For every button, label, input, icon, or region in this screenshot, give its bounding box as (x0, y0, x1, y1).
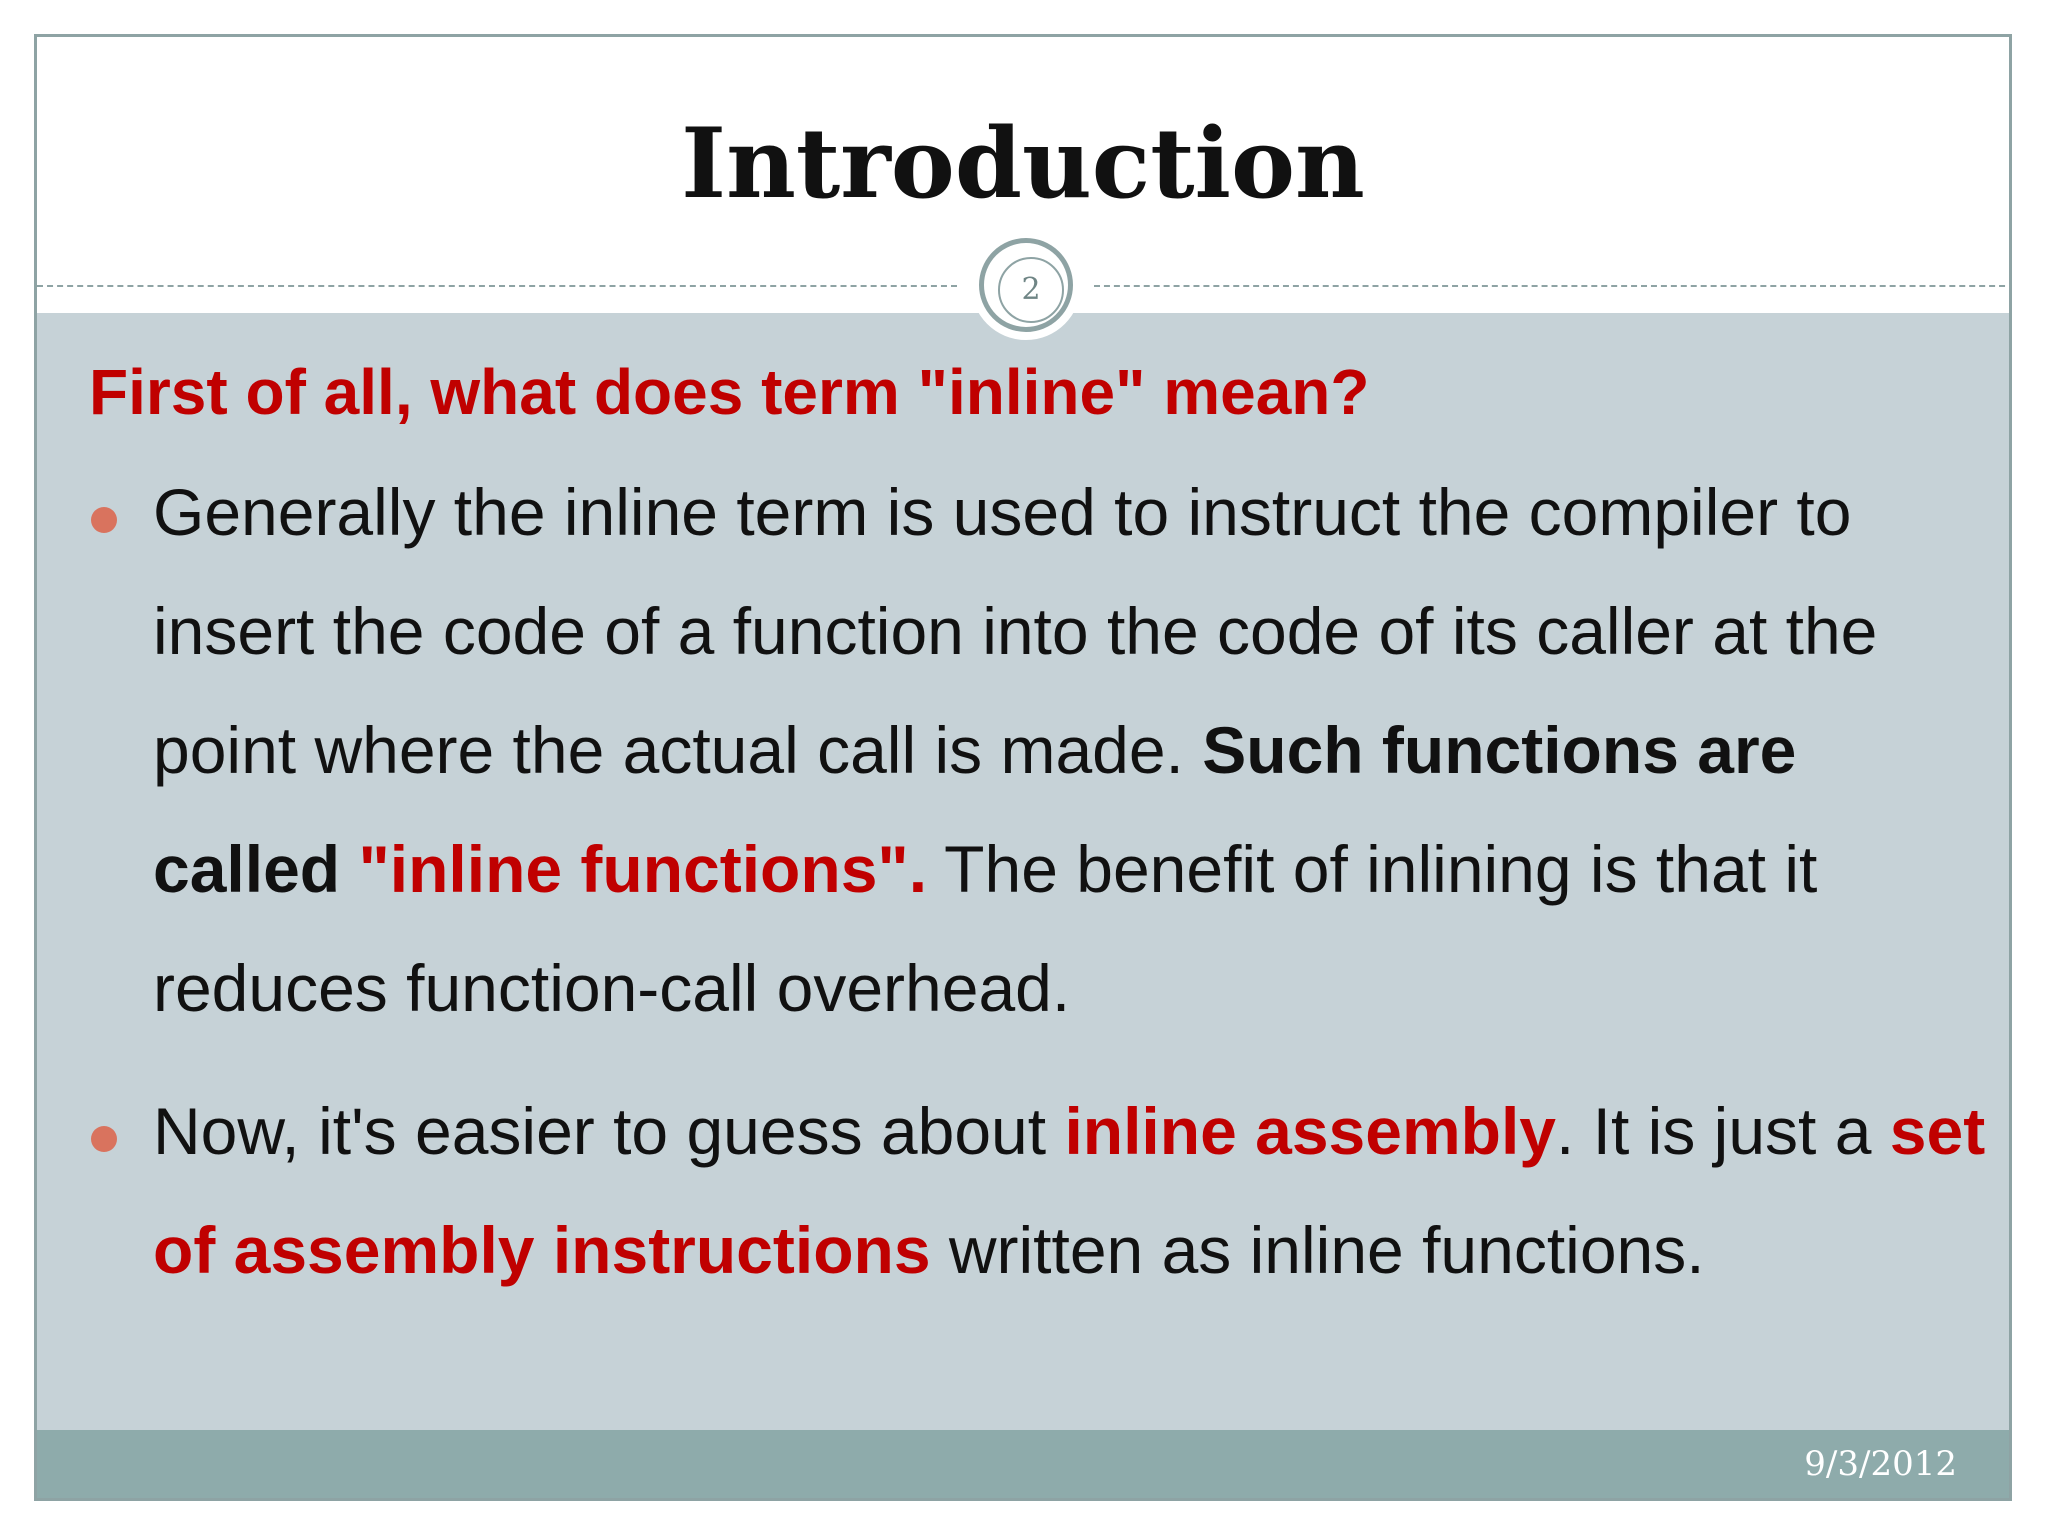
bullet-1-text-end: The benefit of inlining is that it reduces function-call overhead. (153, 832, 1818, 1025)
title-divider-left (37, 285, 957, 287)
slide-subheading: First of all, what does term "inline" mean? (89, 356, 1370, 428)
page-number-badge (971, 230, 1081, 340)
bullet-1-text: Generally the inline term is used to instruct the compiler to insert the code of a function into the code of its caller at the point where the actual call is made. (153, 475, 1878, 787)
page-number-ring (979, 238, 1073, 332)
bullet-2-highlight-1: inline assembly (1064, 1094, 1556, 1168)
bullet-dot-icon (91, 1126, 117, 1152)
page-number: 2 (998, 257, 1064, 323)
footer-date: 9/3/2012 (1804, 1444, 1957, 1484)
bullet-item-2 (153, 1072, 1993, 1310)
slide-title: Introduction (681, 107, 1365, 220)
bullet-2-text: Now, it's easier to guess about (153, 1094, 1065, 1168)
bullet-2-text-end: written as inline functions. (930, 1213, 1705, 1287)
bullet-dot-icon (91, 507, 117, 533)
bullet-2-highlight-2: set of assembly instructions (153, 1094, 1986, 1287)
bullet-2-text-mid: . It is just a (1556, 1094, 1890, 1168)
slide-footer (37, 1430, 2009, 1501)
bullet-1-bold-text: Such functions are called (153, 713, 1797, 906)
bullet-item-1 (153, 453, 1993, 1048)
title-divider-right (1094, 285, 2012, 287)
slide (34, 34, 2012, 1501)
bullet-1-highlight: "inline functions". (358, 832, 928, 906)
